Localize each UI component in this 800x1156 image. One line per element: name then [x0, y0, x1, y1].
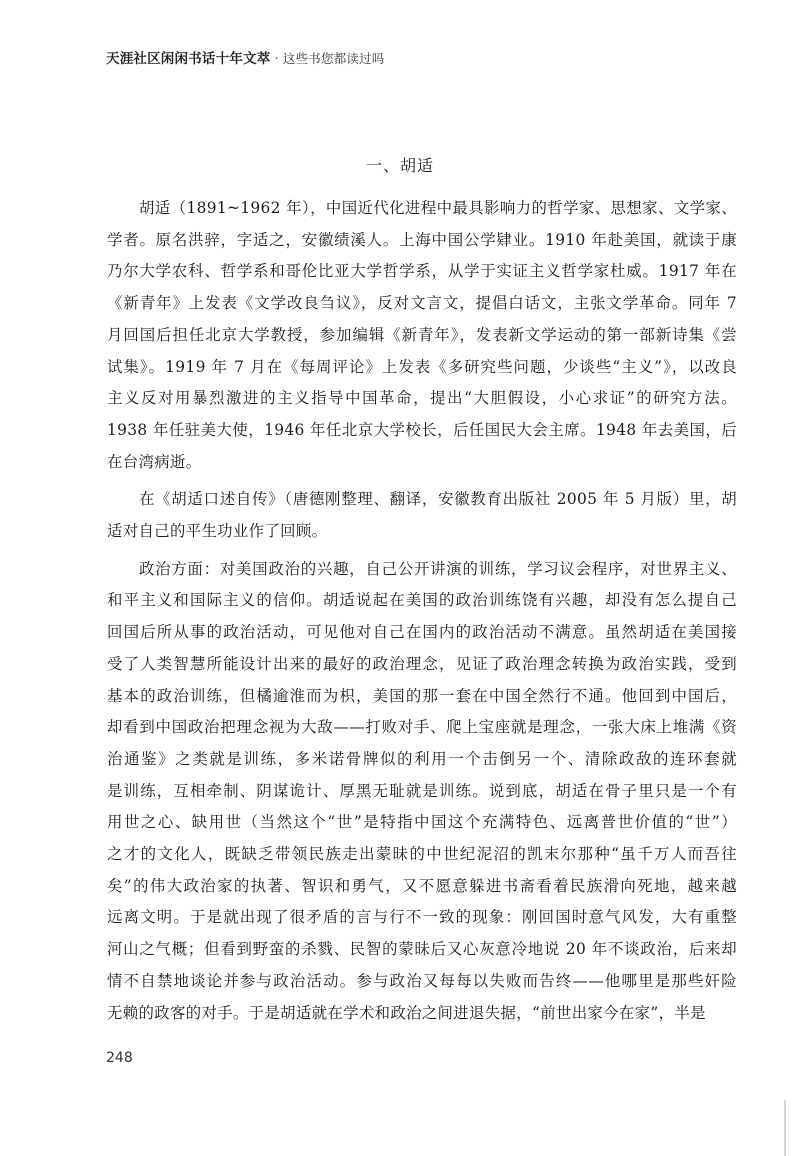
text-line: 乃尔大学农科、哲学系和哥伦比亚大学哲学系，从学于实证主义哲学家杜威。1917 年在 — [107, 262, 737, 281]
running-header — [106, 47, 385, 67]
text-line: 却看到中国政治把理念视为大敌——打败对手、爬上宝座就是理念，一张大床上堆满《资 — [107, 718, 737, 737]
paragraph — [107, 193, 737, 478]
text-line: 受了人类智慧所能设计出来的最好的政治理念，见证了政治理念转换为政治实践，受到 — [107, 654, 737, 673]
text-line: 适对自己的平生功业作了回顾。 — [107, 522, 328, 541]
text-line: 河山之气概；但看到野蛮的杀戮、民智的蒙昧后又心灰意冷地说 20 年不谈政治，后来却 — [107, 940, 737, 959]
paragraph — [107, 484, 737, 547]
text-line: 和平主义和国际主义的信仰。胡适说起在美国的政治训练饶有兴趣，却没有怎么提自己 — [107, 591, 737, 610]
text-line: 无赖的政客的对手。于是胡适就在学术和政治之间进退失据，“前世出家今在家”，半是 — [107, 1003, 706, 1022]
text-line: 学者。原名洪骍，字适之，安徽绩溪人。上海中国公学肄业。1910 年赴美国，就读于康 — [107, 230, 737, 249]
text-line: 1938 年任驻美大使，1946 年任北京大学校长，后任国民大会主席。1948 年去美国，后 — [107, 420, 737, 439]
series-title: 天涯社区闲闲书话十年文萃 — [106, 51, 271, 67]
text-line: 在《胡适口述自传》（唐德刚整理、翻译，安徽教育出版社 2005 年 5 月版）里，胡 — [139, 490, 737, 509]
text-line: 胡适（1891~1962 年），中国近代化进程中最具影响力的哲学家、思想家、文学家、 — [139, 199, 737, 217]
text-line: 之才的文化人，既缺乏带领民族走出蒙昧的中世纪泥沼的凯末尔那种“虽千万人而吾往 — [107, 845, 737, 864]
text-line: 基本的政治训练，但橘逾淮而为枳，美国的那一套在中国全然行不通。他回到中国后， — [107, 686, 737, 705]
text-line: 用世之心、缺用世（当然这个“世”是特指中国这个充满特色、远离普世价值的“世”） — [107, 813, 737, 832]
page-number: 248 — [106, 1050, 133, 1066]
text-line: 治通鉴》之类就是训练，多米诺骨牌似的利用一个击倒另一个、清除政敌的连环套就 — [107, 749, 737, 768]
text-line: 回国后所从事的政治活动，可见他对自己在国内的政治活动不满意。虽然胡适在美国接 — [107, 623, 737, 642]
body-text — [107, 193, 737, 1035]
text-line: 矣”的伟大政治家的执著、智识和勇气，又不愿意躲进书斋看着民族滑向死地，越来越 — [107, 876, 737, 895]
text-line: 是训练，互相牵制、阴谋诡计、厚黑无耻就是训练。说到底，胡适在骨子里只是一个有 — [107, 781, 737, 800]
header-separator: · — [274, 51, 279, 67]
series-subtitle: 这些书您都读过吗 — [282, 51, 385, 66]
scan-edge-mark — [784, 1100, 786, 1156]
text-line: 远离文明。于是就出现了很矛盾的言与行不一致的现象：刚回国时意气风发，大有重整 — [107, 908, 737, 927]
text-line: 主义反对用暴烈激进的主义指导中国革命，提出“大胆假设，小心求证”的研究方法。 — [107, 389, 737, 408]
paragraph — [107, 554, 737, 1030]
text-line: 情不自禁地谈论并参与政治活动。参与政治又每每以失败而告终——他哪里是那些奸险 — [107, 971, 737, 990]
text-line: 试集》。1919 年 7 月在《每周评论》上发表《多研究些问题，少谈些“主义”》，以改良 — [107, 357, 737, 376]
section-title: 一、胡适 — [365, 156, 434, 175]
text-line: 《新青年》上发表《文学改良刍议》，反对文言文，提倡白话文，主张文学革命。同年 7 — [107, 294, 737, 313]
text-line: 月回国后担任北京大学教授，参加编辑《新青年》，发表新文学运动的第一部新诗集《尝 — [107, 325, 737, 344]
text-line: 政治方面：对美国政治的兴趣，自己公开讲演的训练，学习议会程序，对世界主义、 — [139, 559, 737, 578]
text-line: 在台湾病逝。 — [107, 452, 202, 471]
